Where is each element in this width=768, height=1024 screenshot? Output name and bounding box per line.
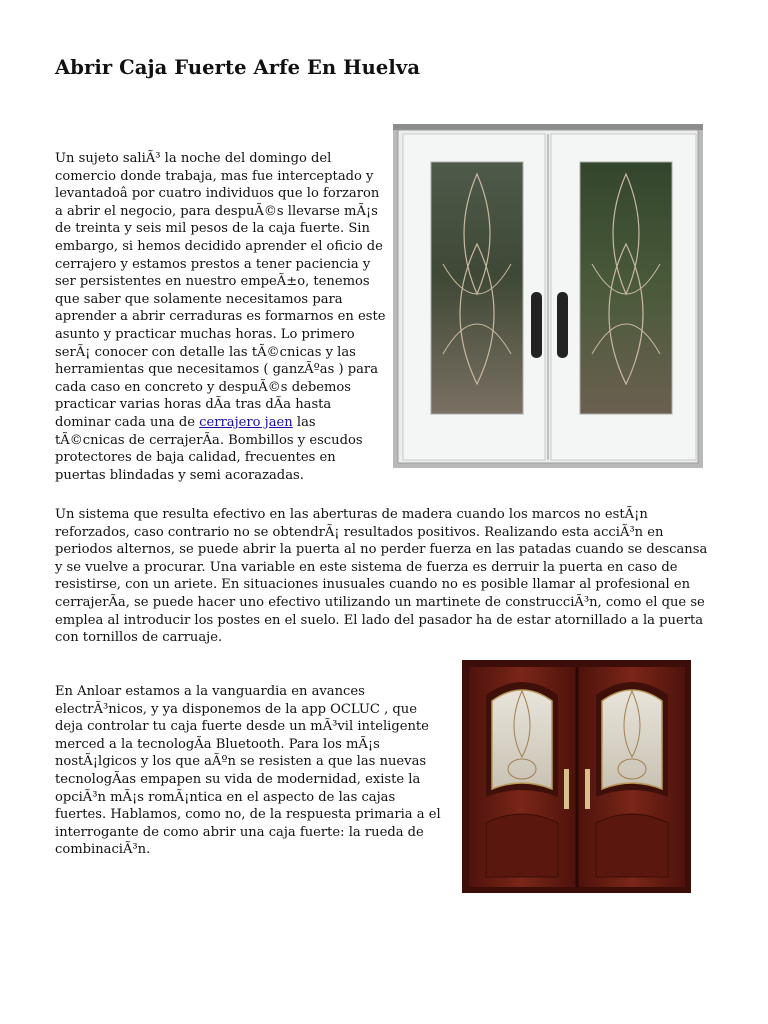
paragraph-1-text-end: las tÃ©cnicas de cerrajerÃa. Bombillos y escudos protectores de baja calidad, frecuentes en puertas blindadas y semi acorazadas. [55, 414, 363, 483]
paragraph-1-text: Un sujeto saliÃ³ la noche del domingo del comercio donde trabaja, mas fue interceptado y levantadoâ por cuatro individuos que lo forzaron a abrir el negocio, para despuÃ©s llevarse mÃ¡s de treinta y seis mil pesos de la caja fuerte. Sin embargo, si hemos decidido aprender el oficio de cerrajero y estamos prestos a tener paciencia y ser persistentes en nuestro empeÃ±o, tenemos que saber que solamente necesitamos para aprender a abrir cerraduras es formarnos en este asunto y practicar muchas horas. Lo primero serÃ¡ conocer con detalle las tÃ©cnicas y las herramientas que necesitamos ( ganzÃºas ) para cada caso en concreto y despuÃ©s debemos practicar varias horas dÃa tras dÃa hasta dominar cada una de [55, 151, 386, 430]
paragraph-2: Un sistema que resulta efectivo en las aberturas de madera cuando los marcos no estÃ¡n reforzados, caso contrario no se obtendrÃ¡ resultados positivos. Realizando esta acciÃ³n en periodos alternos, se puede abrir la puerta al no perder fuerza en las patadas cuando se descansa y se vuelve a procurar. Una variable en este sistema de fuerza es derruir la puerta en caso de resistirse, con un ariete. En situaciones inusuales cuando no es posible llamar al profesional en cerrajerÃa, se puede hacer uno efectivo utilizando un martinete de construcciÃ³n, como el que se emplea al introducir los postes en el suelo. El lado del pasador ha de estar atornillado a la puerta con tornillos de carruaje. [55, 507, 708, 646]
page-title: Abrir Caja Fuerte Arfe En Huelva [55, 56, 421, 79]
cerrajero-jaen-link[interactable]: cerrajero jaen [199, 414, 293, 430]
wooden-double-door-photo [452, 657, 703, 895]
paragraph-3: En Anloar estamos a la vanguardia en avances electrÃ³nicos, y ya disponemos de la app OCLUC , que deja controlar tu caja fuerte desde un mÃ³vil inteligente merced a la tecnologÃa Bluetooth. Para los mÃ¡s nostÃ¡lgicos y los que aÃºn se resisten a que las nuevas tecnologÃas empapen su vida de modernidad, existe la opciÃ³n mÃ¡s romÃ¡ntica en el aspecto de las cajas fuertes. Hablamos, como no, de la respuesta primaria a el interrogante de como abrir una caja fuerte: la rueda de combinaciÃ³n. [55, 684, 441, 858]
paragraph-1 [55, 150, 388, 484]
white-double-door-photo [393, 124, 703, 468]
